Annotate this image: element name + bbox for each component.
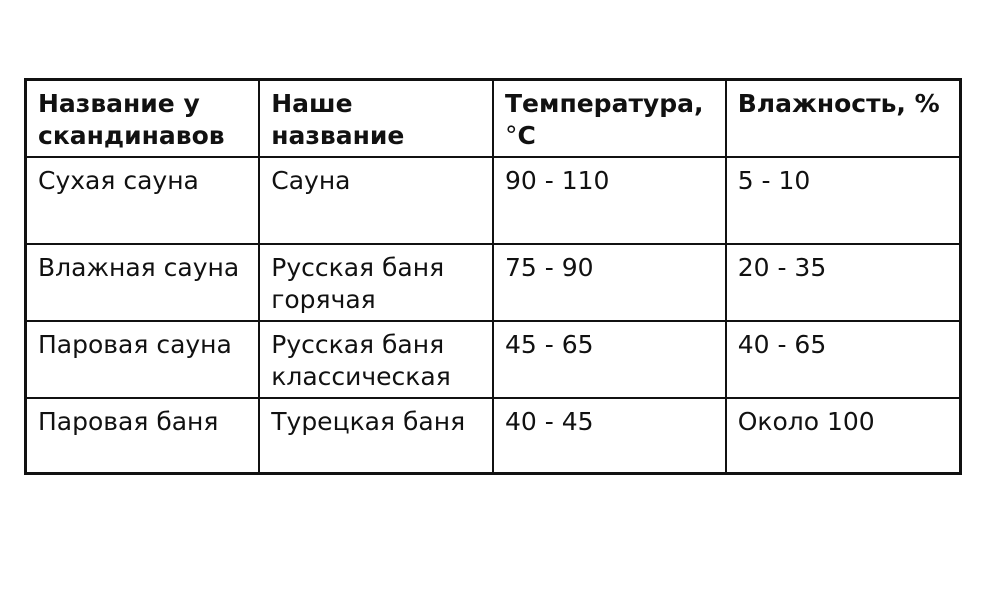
- cell-name: Паровая баня: [26, 398, 260, 474]
- table-header-row: [26, 80, 961, 157]
- degree-symbol: °: [505, 121, 518, 150]
- header-temperature-label: Температура,: [505, 89, 704, 118]
- cell-humidity: Около 100: [726, 398, 961, 474]
- cell-name: Сухая сауна: [26, 157, 260, 244]
- header-our-name: Наше название: [259, 80, 493, 157]
- cell-humidity: 20 - 35: [726, 244, 961, 321]
- cell-our-name: Турецкая баня: [259, 398, 493, 474]
- table-row: [26, 157, 961, 244]
- cell-temperature: 75 - 90: [493, 244, 726, 321]
- cell-temperature: 45 - 65: [493, 321, 726, 398]
- cell-humidity: 40 - 65: [726, 321, 961, 398]
- header-name-scandinavian: Название у скандинавов: [26, 80, 260, 157]
- cell-our-name: Русская баня горячая: [259, 244, 493, 321]
- header-temperature-unit: C: [517, 121, 536, 150]
- cell-name: Паровая сауна: [26, 321, 260, 398]
- cell-temperature: 40 - 45: [493, 398, 726, 474]
- cell-our-name: Русская баня классическая: [259, 321, 493, 398]
- cell-name: Влажная сауна: [26, 244, 260, 321]
- header-humidity: Влажность, %: [726, 80, 961, 157]
- cell-temperature: 90 - 110: [493, 157, 726, 244]
- sauna-types-table: [24, 78, 962, 475]
- cell-our-name: Сауна: [259, 157, 493, 244]
- header-temperature: [493, 80, 726, 157]
- table-row: [26, 321, 961, 398]
- cell-humidity: 5 - 10: [726, 157, 961, 244]
- table-row: [26, 244, 961, 321]
- table-row: [26, 398, 961, 474]
